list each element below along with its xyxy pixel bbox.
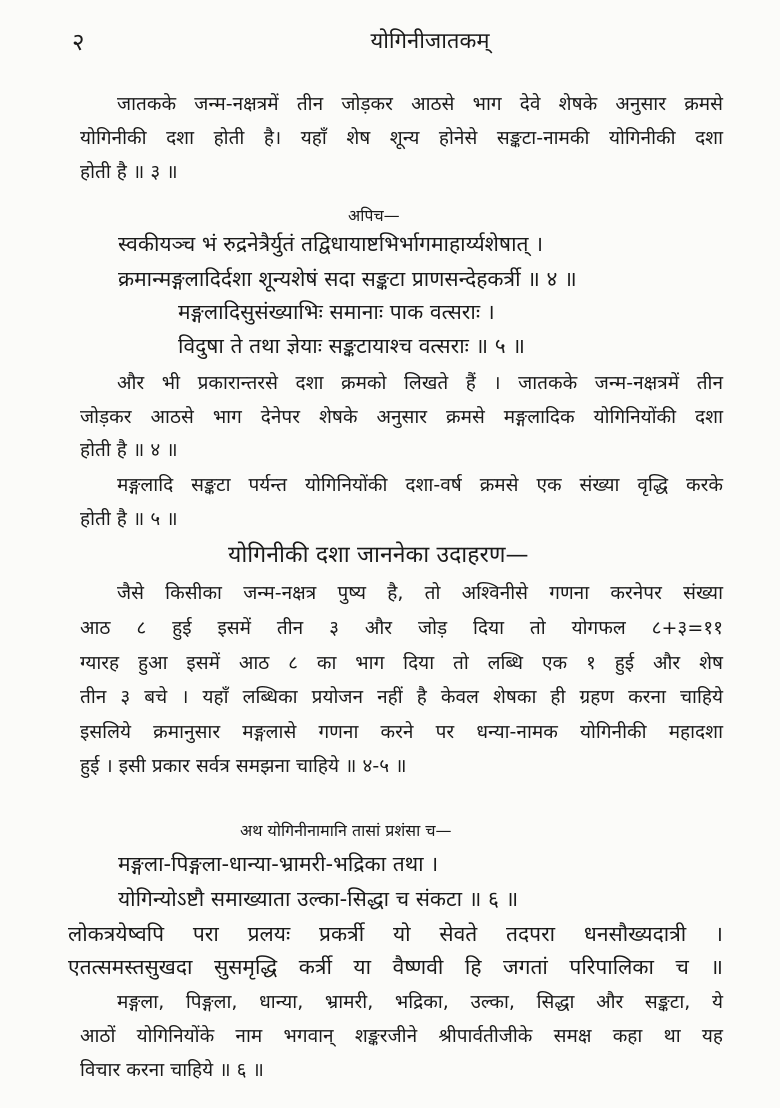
page-number: २: [72, 28, 85, 56]
para1-line: योगिनीकी दशा होती है। यहाँ शेष शून्य होनेसे सङ्कटा-नामकी योगिनीकी दशा: [80, 127, 723, 149]
page-title: योगिनीजातकम्: [370, 29, 490, 54]
verse-line: एतत्समस्तसुखदा सुसमृद्धि कर्त्री या वैष्णवी हि जगतां परिपालिका च ॥: [68, 955, 723, 979]
verse-line: क्रमान्मङ्गलादिर्दशा शून्यशेषं सदा सङ्कटा प्राणसन्देहकर्त्री ॥ ४ ॥: [118, 267, 577, 291]
para2-line: जोड़कर आठसे भाग देनेपर शेषके अनुसार क्रमसे मङ्गलादिक योगिनियोंकी दशा: [80, 406, 723, 428]
verse-line: योगिन्योऽष्टौ समाख्याता उल्का-सिद्धा च संकटा ॥ ६ ॥: [118, 887, 519, 911]
section-label: अथ योगिनीनामानि तासां प्रशंसा च—: [240, 821, 452, 840]
verse-line: मङ्गला-पिङ्गला-धान्या-भ्रामरी-भद्रिका तथा ।: [118, 852, 439, 876]
verse-line: विदुषा ते तथा ज्ञेयाः सङ्कटायाश्च वत्सराः ॥ ५ ॥: [178, 334, 525, 358]
verse-line: मङ्गलादिसुसंख्याभिः समानाः पाक वत्सराः ।: [178, 300, 495, 324]
para4-line: आठों योगिनियोंके नाम भगवान् शङ्करजीने श्रीपार्वतीजीके समक्ष कहा था यह: [80, 1025, 723, 1047]
para1-line: जातकके जन्म-नक्षत्रमें तीन जोड़कर आठसे भाग देवे शेषके अनुसार क्रमसे: [117, 93, 723, 115]
example-heading: योगिनीकी दशा जाननेका उदाहरण—: [228, 542, 529, 568]
para2-line: होती है ॥ ४ ॥: [80, 439, 178, 461]
section-label: अपिच—: [348, 206, 400, 225]
para4-line: मङ्गला, पिङ्गला, धान्या, भ्रामरी, भद्रिका, उल्का, सिद्धा और सङ्कटा, ये: [117, 991, 723, 1013]
para4-line: विचार करना चाहिये ॥ ६ ॥: [80, 1059, 264, 1081]
example-line: आठ ८ हुई इसमें तीन ३ और जोड़ दिया तो योगफल ८+३=११: [80, 617, 723, 639]
para2-line: और भी प्रकारान्तरसे दशा क्रमको लिखते हैं । जातकके जन्म-नक्षत्रमें तीन: [117, 372, 723, 394]
example-line: हुई । इसी प्रकार सर्वत्र समझना चाहिये ॥ ४-५ ॥: [80, 755, 407, 777]
example-line: तीन ३ बचे । यहाँ लब्धिका प्रयोजन नहीं है केवल शेषका ही ग्रहण करना चाहिये: [80, 686, 723, 708]
example-line: ग्यारह हुआ इसमें आठ ८ का भाग दिया तो लब्धि एक १ हुई और शेष: [80, 652, 723, 674]
verse-line: लोकत्रयेष्वपि परा प्रलयः प्रकर्त्री यो सेवते तदपरा धनसौख्यदात्री ।: [68, 922, 723, 946]
para3-line: होती है ॥ ५ ॥: [80, 508, 178, 530]
para3-line: मङ्गलादि सङ्कटा पर्यन्त योगिनियोंकी दशा-वर्ष क्रमसे एक संख्या वृद्धि करके: [117, 474, 723, 496]
verse-line: स्वकीयञ्च भं रुद्रनेत्रैर्युतं तद्विधायाष्टभिर्भागमाहार्य्यशेषात् ।: [118, 232, 544, 256]
para1-line: होती है ॥ ३ ॥: [80, 161, 178, 183]
example-line: जैसे किसीका जन्म-नक्षत्र पुष्य है, तो अश्विनीसे गणना करनेपर संख्या: [117, 582, 723, 604]
example-line: इसलिये क्रमानुसार मङ्गलासे गणना करने पर धन्या-नामक योगिनीकी महादशा: [80, 721, 723, 743]
